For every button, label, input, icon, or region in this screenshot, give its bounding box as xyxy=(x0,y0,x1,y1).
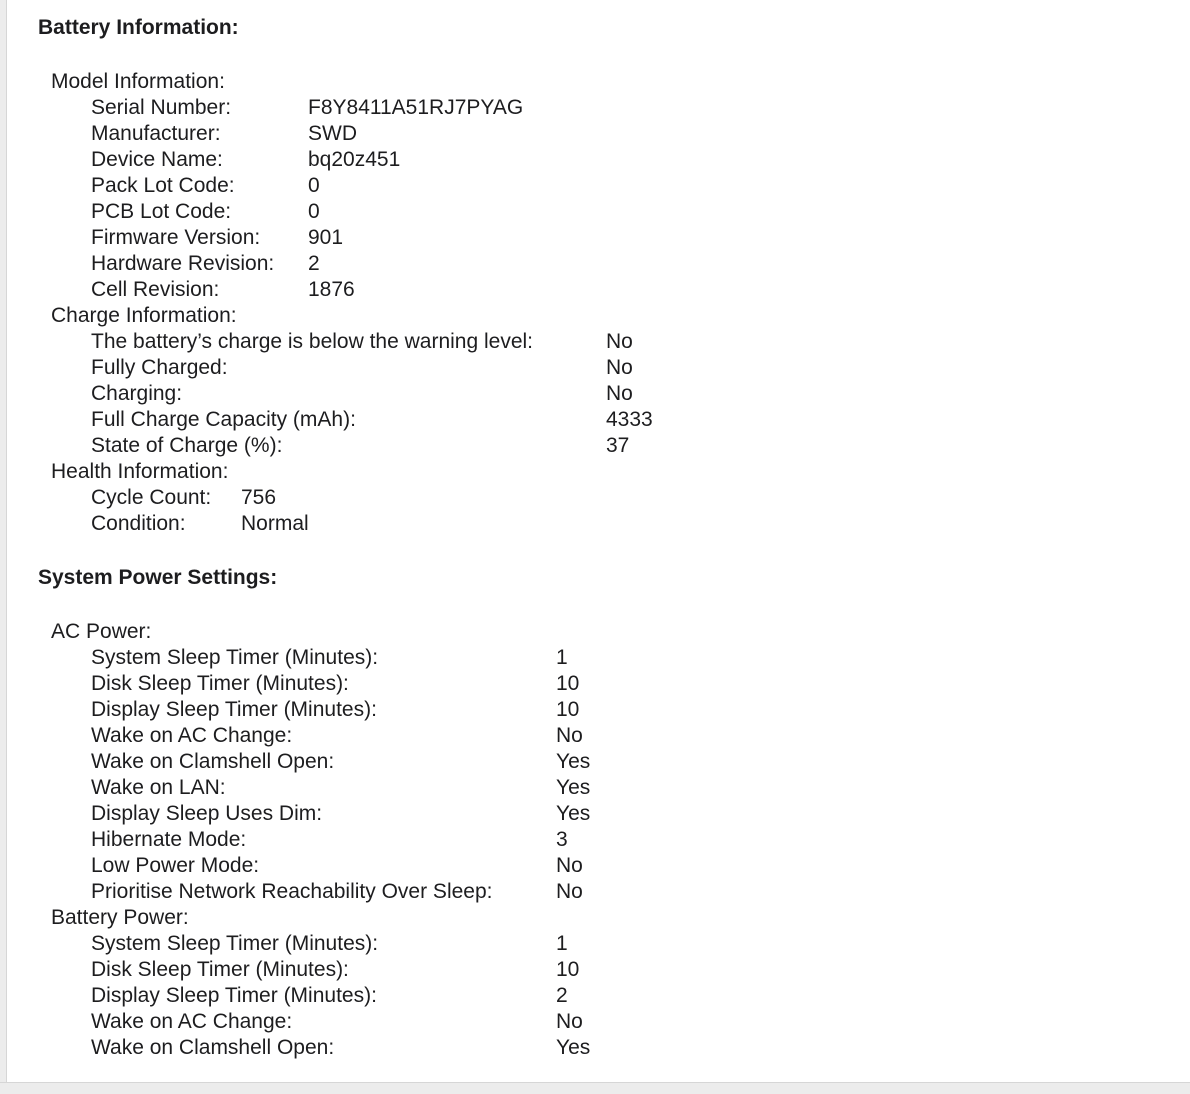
info-row-value: No xyxy=(556,854,583,877)
battery-power-label: Battery Power: xyxy=(51,906,189,929)
info-row-label: Disk Sleep Timer (Minutes): xyxy=(91,958,349,981)
info-row-label: Charging: xyxy=(91,382,183,405)
info-row-label: Full Charge Capacity (mAh): xyxy=(91,408,356,431)
model-information-label: Model Information: xyxy=(51,70,225,93)
info-row-value: 1876 xyxy=(308,278,355,301)
info-row-value: 0 xyxy=(308,200,320,223)
info-row-value: No xyxy=(556,1010,583,1033)
info-row-label: Hibernate Mode: xyxy=(91,828,247,851)
info-row-value: 37 xyxy=(606,434,630,457)
info-row-label: Cycle Count: xyxy=(91,486,212,509)
info-row-label: Hardware Revision: xyxy=(91,252,275,275)
bottom-panel-border xyxy=(0,1082,1190,1094)
info-row-label: Wake on Clamshell Open: xyxy=(91,750,335,773)
left-panel-border xyxy=(0,0,7,1094)
info-row-label: Pack Lot Code: xyxy=(91,174,235,197)
info-row-value: 10 xyxy=(556,698,580,721)
battery-information-heading: Battery Information: xyxy=(38,16,239,39)
info-row-value: 756 xyxy=(241,486,277,509)
info-row-label: Display Sleep Timer (Minutes): xyxy=(91,698,377,721)
info-row-value: 4333 xyxy=(606,408,653,431)
info-row-label: Wake on AC Change: xyxy=(91,724,293,747)
info-row-value: No xyxy=(556,724,583,747)
info-row-label: Low Power Mode: xyxy=(91,854,260,877)
info-row-value: SWD xyxy=(308,122,357,145)
health-information-label: Health Information: xyxy=(51,460,229,483)
info-row-value: No xyxy=(606,356,633,379)
info-row-value: Yes xyxy=(556,750,591,773)
info-row-label: Display Sleep Timer (Minutes): xyxy=(91,984,377,1007)
info-row-value: 10 xyxy=(556,672,580,695)
info-row-label: System Sleep Timer (Minutes): xyxy=(91,932,379,955)
charge-information-label: Charge Information: xyxy=(51,304,237,327)
info-row-value: No xyxy=(606,330,633,353)
info-row-value: No xyxy=(556,880,583,903)
info-row-label: Manufacturer: xyxy=(91,122,221,145)
info-row-value: 1 xyxy=(556,646,568,669)
info-row-label: Wake on LAN: xyxy=(91,776,226,799)
info-row-label: Display Sleep Uses Dim: xyxy=(91,802,323,825)
info-row-value: 1 xyxy=(556,932,568,955)
info-row-label: Wake on AC Change: xyxy=(91,1010,293,1033)
info-row-label: Prioritise Network Reachability Over Sleep: xyxy=(91,880,493,903)
info-row-label: Fully Charged: xyxy=(91,356,228,379)
info-row-value: No xyxy=(606,382,633,405)
info-row-label: Firmware Version: xyxy=(91,226,261,249)
info-row-value: 2 xyxy=(556,984,568,1007)
info-row-label: The battery’s charge is below the warning level: xyxy=(91,330,534,353)
info-row-label: Condition: xyxy=(91,512,186,535)
info-row-value: Normal xyxy=(241,512,309,535)
info-row-label: Device Name: xyxy=(91,148,223,171)
info-row-label: Wake on Clamshell Open: xyxy=(91,1036,335,1059)
info-row-value: Yes xyxy=(556,776,591,799)
info-row-value: Yes xyxy=(556,802,591,825)
info-row-value: Yes xyxy=(556,1036,591,1059)
ac-power-label: AC Power: xyxy=(51,620,152,643)
info-row-label: System Sleep Timer (Minutes): xyxy=(91,646,379,669)
info-row-label: State of Charge (%): xyxy=(91,434,283,457)
info-row-value: 3 xyxy=(556,828,568,851)
info-row-label: Cell Revision: xyxy=(91,278,220,301)
system-power-settings-heading: System Power Settings: xyxy=(38,566,278,589)
info-row-value: F8Y8411A51RJ7PYAG xyxy=(308,96,524,119)
info-row-label: Disk Sleep Timer (Minutes): xyxy=(91,672,349,695)
info-row-value: 10 xyxy=(556,958,580,981)
info-row-value: 2 xyxy=(308,252,320,275)
info-row-label: PCB Lot Code: xyxy=(91,200,232,223)
info-row-value: bq20z451 xyxy=(308,148,401,171)
info-row-value: 901 xyxy=(308,226,344,249)
info-row-value: 0 xyxy=(308,174,320,197)
info-row-label: Serial Number: xyxy=(91,96,232,119)
